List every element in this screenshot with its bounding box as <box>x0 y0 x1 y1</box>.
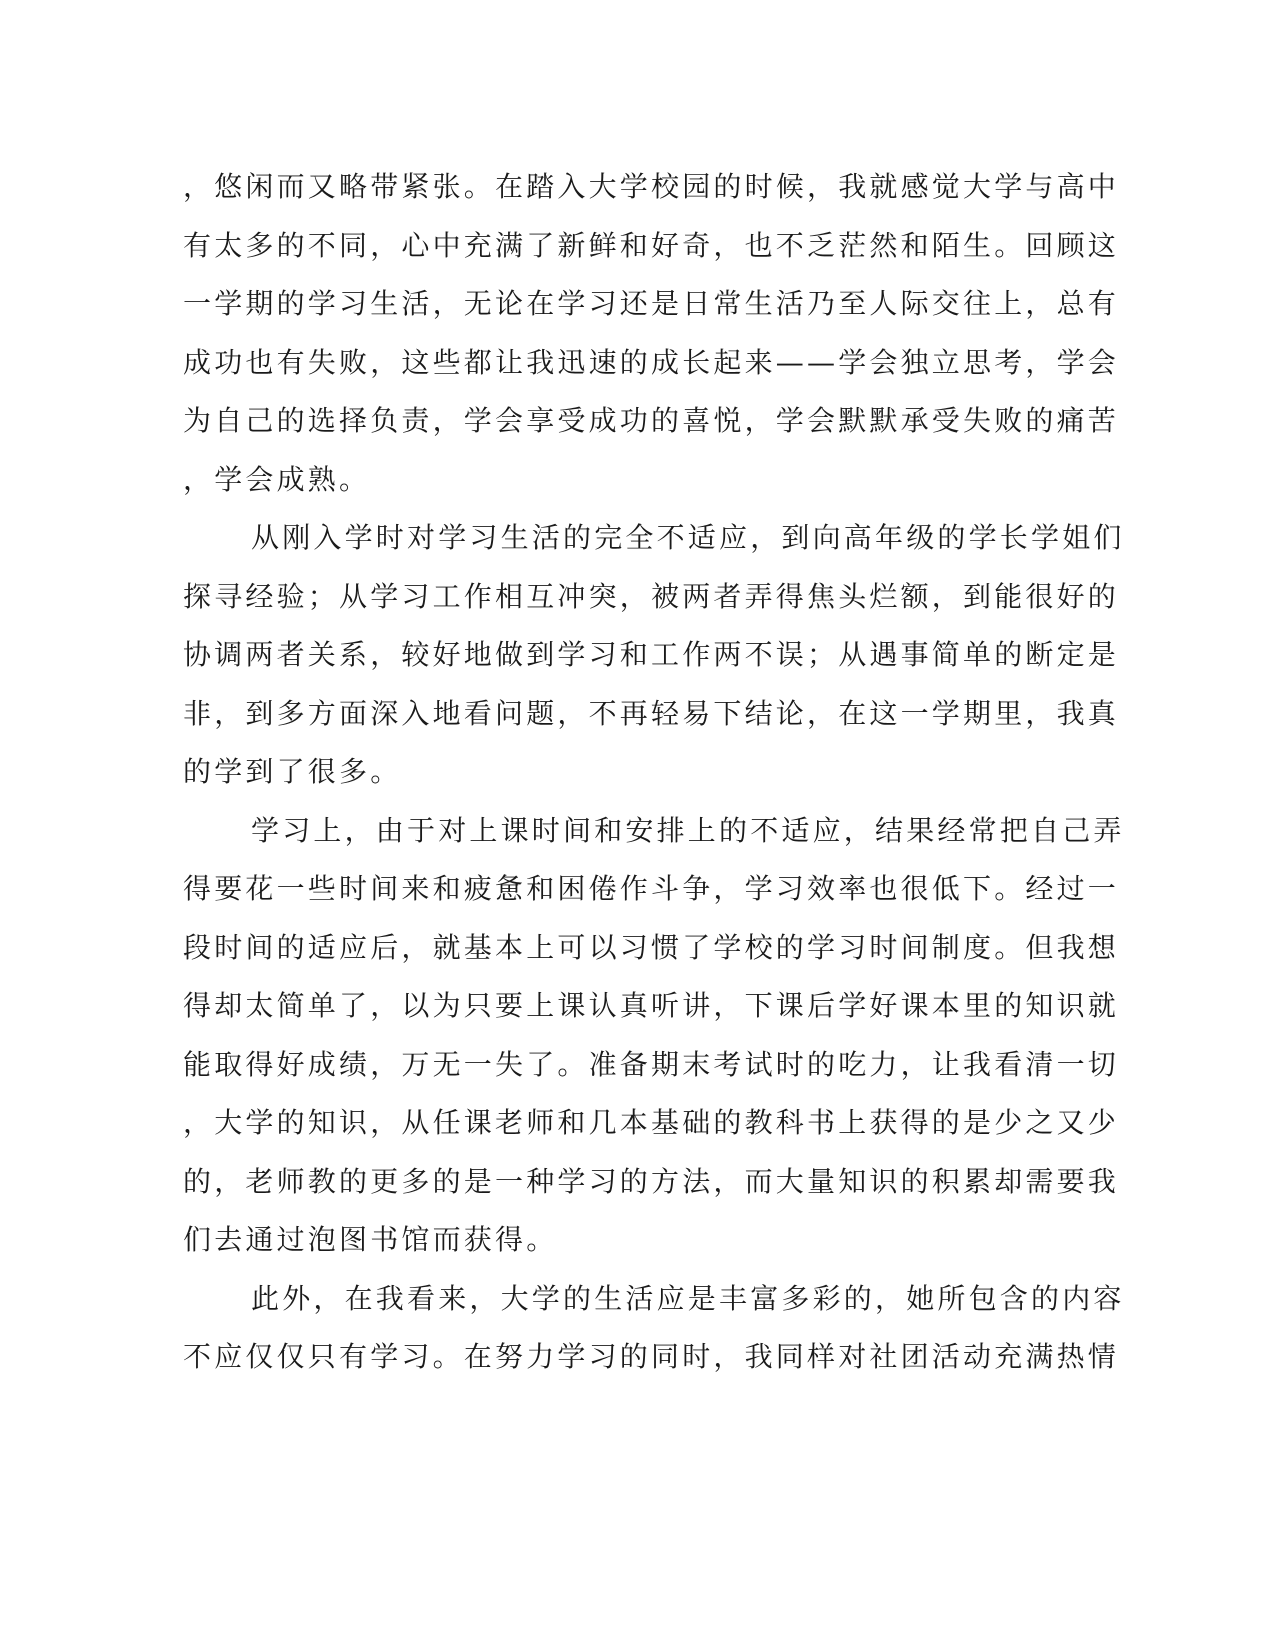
text-line: 从刚入学时对学习生活的完全不适应，到向高年级的学长学姐们 <box>251 521 1125 554</box>
text-line: 的学到了很多。 <box>183 755 402 788</box>
text-line: 们去通过泡图书馆而获得。 <box>183 1223 558 1256</box>
text-line: 探寻经验；从学习工作相互冲突，被两者弄得焦头烂额，到能很好的 <box>183 579 1120 613</box>
paragraph-1 <box>183 158 1120 509</box>
text-line: ，学会成熟。 <box>183 462 371 496</box>
text-line: 段时间的适应后，就基本上可以习惯了学校的学习时间制度。但我想 <box>183 930 1120 964</box>
text-line: 此外，在我看来，大学的生活应是丰富多彩的，她所包含的内容 <box>251 1281 1125 1315</box>
text-line: 有太多的不同，心中充满了新鲜和好奇，也不乏茫然和陌生。回顾这 <box>183 228 1120 262</box>
text-line: ，悠闲而又略带紧张。在踏入大学校园的时候，我就感觉大学与高中 <box>183 170 1120 203</box>
text-line: 的，老师教的更多的是一种学习的方法，而大量知识的积累却需要我 <box>183 1164 1120 1198</box>
text-line: 非，到多方面深入地看问题，不再轻易下结论，在这一学期里，我真 <box>183 696 1120 730</box>
paragraph-2 <box>183 509 1125 802</box>
text-line: 一学期的学习生活，无论在学习还是日常生活乃至人际交往上，总有 <box>183 287 1120 320</box>
paragraph-4 <box>183 1270 1125 1387</box>
text-line: 得却太简单了，以为只要上课认真听讲，下课后学好课本里的知识就 <box>183 989 1120 1022</box>
paragraph-3 <box>183 802 1125 1270</box>
text-line: 不应仅仅只有学习。在努力学习的同时，我同样对社团活动充满热情 <box>183 1340 1120 1373</box>
text-line: 为自己的选择负责，学会享受成功的喜悦，学会默默承受失败的痛苦 <box>183 404 1120 437</box>
document-body <box>183 158 1125 1387</box>
text-line: 得要花一些时间来和疲惫和困倦作斗争，学习效率也很低下。经过一 <box>183 872 1120 905</box>
text-line: 协调两者关系，较好地做到学习和工作两不误；从遇事简单的断定是 <box>183 638 1120 671</box>
text-line: ，大学的知识，从任课老师和几本基础的教科书上获得的是少之又少 <box>183 1106 1120 1139</box>
text-line: 成功也有失败，这些都让我迅速的成长起来——学会独立思考，学会 <box>183 345 1120 379</box>
text-line: 能取得好成绩，万无一失了。准备期末考试时的吃力，让我看清一切 <box>183 1047 1120 1081</box>
text-line: 学习上，由于对上课时间和安排上的不适应，结果经常把自己弄 <box>251 813 1125 847</box>
